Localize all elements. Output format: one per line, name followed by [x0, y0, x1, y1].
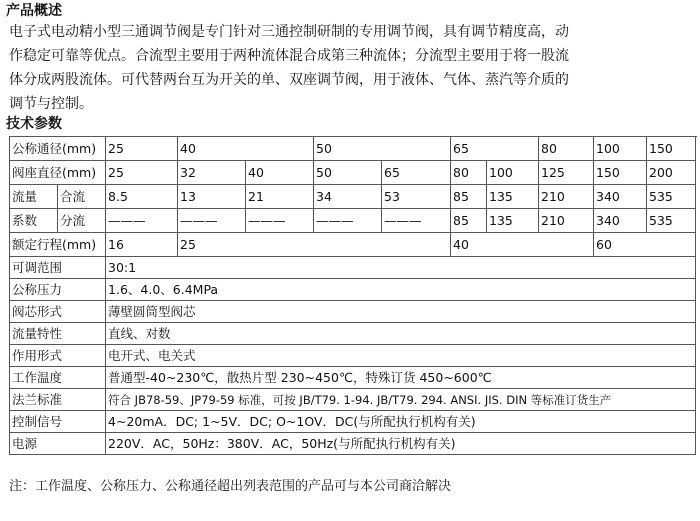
table-row — [10, 345, 696, 367]
table-cell: 535 — [647, 185, 696, 209]
row-label: 公称通径(mm) — [10, 137, 106, 161]
row-label: 流量 — [10, 185, 58, 209]
row-label: 电源 — [10, 433, 106, 455]
table-cell: 340 — [594, 185, 647, 209]
row-sublabel: 分流 — [58, 209, 106, 233]
table-cell: 25 — [178, 233, 451, 257]
table-cell: 直线、对数 — [106, 323, 696, 345]
row-label: 法兰标准 — [10, 389, 106, 411]
overview-heading: 产品概述 — [6, 3, 62, 19]
row-label: 控制信号 — [10, 411, 106, 433]
table-row — [10, 433, 696, 455]
table-row-nominal-diameter — [10, 137, 696, 161]
table-cell: 125 — [539, 161, 594, 185]
table-cell: ——— — [314, 209, 382, 233]
table-cell: 40 — [246, 161, 314, 185]
table-cell: 210 — [539, 185, 594, 209]
table-cell: 150 — [647, 137, 696, 161]
row-sublabel: 合流 — [58, 185, 106, 209]
overview-line: 体分成两股流体。可代替两台互为开关的单、双座调节阀，用于液体、气体、蒸汽等介质的 — [9, 72, 569, 88]
table-cell: ——— — [246, 209, 314, 233]
table-cell: 25 — [106, 161, 178, 185]
table-row — [10, 389, 696, 411]
row-label: 公称压力 — [10, 279, 106, 301]
table-cell: 135 — [487, 209, 539, 233]
table-cell: 135 — [487, 185, 539, 209]
table-cell: 85 — [451, 209, 487, 233]
overview-paragraph — [9, 20, 699, 116]
table-row — [10, 411, 696, 433]
table-row — [10, 301, 696, 323]
table-cell: 60 — [594, 233, 696, 257]
row-label: 阀芯形式 — [10, 301, 106, 323]
table-cell: ——— — [106, 209, 178, 233]
table-cell: 16 — [106, 233, 178, 257]
table-row — [10, 279, 696, 301]
table-row-flow-merge — [10, 185, 696, 209]
row-label: 系数 — [10, 209, 58, 233]
table-row-rated-stroke — [10, 233, 696, 257]
table-cell: 电开式、电关式 — [106, 345, 696, 367]
table-cell: 340 — [594, 209, 647, 233]
row-label: 额定行程(mm) — [10, 233, 106, 257]
table-cell: 21 — [246, 185, 314, 209]
table-cell: ——— — [382, 209, 451, 233]
row-label: 阀座直径(mm) — [10, 161, 106, 185]
table-cell: 符合 JB78-59、JP79-59 标准，可按 JB/T79. 1-94. JB/T79. 294. ANSI. JIS. DIN 等标准订货生产 — [106, 389, 696, 411]
footnote: 注：工作温度、公称压力、公称通径超出列表范围的产品可与本公司商洽解决 — [9, 479, 452, 494]
table-cell: 80 — [451, 161, 487, 185]
table-cell: 40 — [451, 233, 594, 257]
table-cell: 25 — [106, 137, 178, 161]
overview-line: 调节与控制。 — [9, 96, 93, 112]
table-cell: 13 — [178, 185, 246, 209]
table-cell: 4~20mA．DC; 1~5V．DC; O~1OV．DC(与所配执行机构有关) — [106, 411, 696, 433]
row-label: 流量特性 — [10, 323, 106, 345]
table-cell: 1.6、4.0、6.4MPa — [106, 279, 696, 301]
table-cell: 普通型-40~230℃，散热片型 230~450℃，特殊订货 450~600℃ — [106, 367, 696, 389]
table-row — [10, 257, 696, 279]
table-cell: 8.5 — [106, 185, 178, 209]
table-cell: ——— — [178, 209, 246, 233]
row-label: 可调范围 — [10, 257, 106, 279]
table-cell: 40 — [178, 137, 314, 161]
table-cell: 50 — [314, 161, 382, 185]
table-cell: 34 — [314, 185, 382, 209]
table-row-flow-split — [10, 209, 696, 233]
spec-table — [9, 136, 696, 455]
overview-line: 电子式电动精小型三通调节阀是专门针对三通控制研制的专用调节阀，具有调节精度高，动 — [9, 24, 569, 40]
table-cell: 100 — [487, 161, 539, 185]
table-cell: 220V．AC，50Hz：380V．AC，50Hz(与所配执行机构有关) — [106, 433, 696, 455]
table-cell: 65 — [451, 137, 539, 161]
row-label: 工作温度 — [10, 367, 106, 389]
table-cell: 85 — [451, 185, 487, 209]
overview-line: 作稳定可靠等优点。合流型主要用于两种流体混合成第三种流体；分流型主要用于将一股流 — [9, 48, 569, 64]
table-cell: 150 — [594, 161, 647, 185]
table-cell: 80 — [539, 137, 594, 161]
table-row — [10, 367, 696, 389]
row-label: 作用形式 — [10, 345, 106, 367]
table-row — [10, 323, 696, 345]
table-row-seat-diameter — [10, 161, 696, 185]
table-cell: 65 — [382, 161, 451, 185]
table-cell: 200 — [647, 161, 696, 185]
table-cell: 50 — [314, 137, 451, 161]
table-cell: 32 — [178, 161, 246, 185]
table-cell: 210 — [539, 209, 594, 233]
table-cell: 535 — [647, 209, 696, 233]
table-cell: 53 — [382, 185, 451, 209]
table-cell: 30:1 — [106, 257, 696, 279]
specs-heading: 技术参数 — [6, 116, 62, 132]
table-cell: 薄壁圆筒型阀芯 — [106, 301, 696, 323]
table-cell: 100 — [594, 137, 647, 161]
